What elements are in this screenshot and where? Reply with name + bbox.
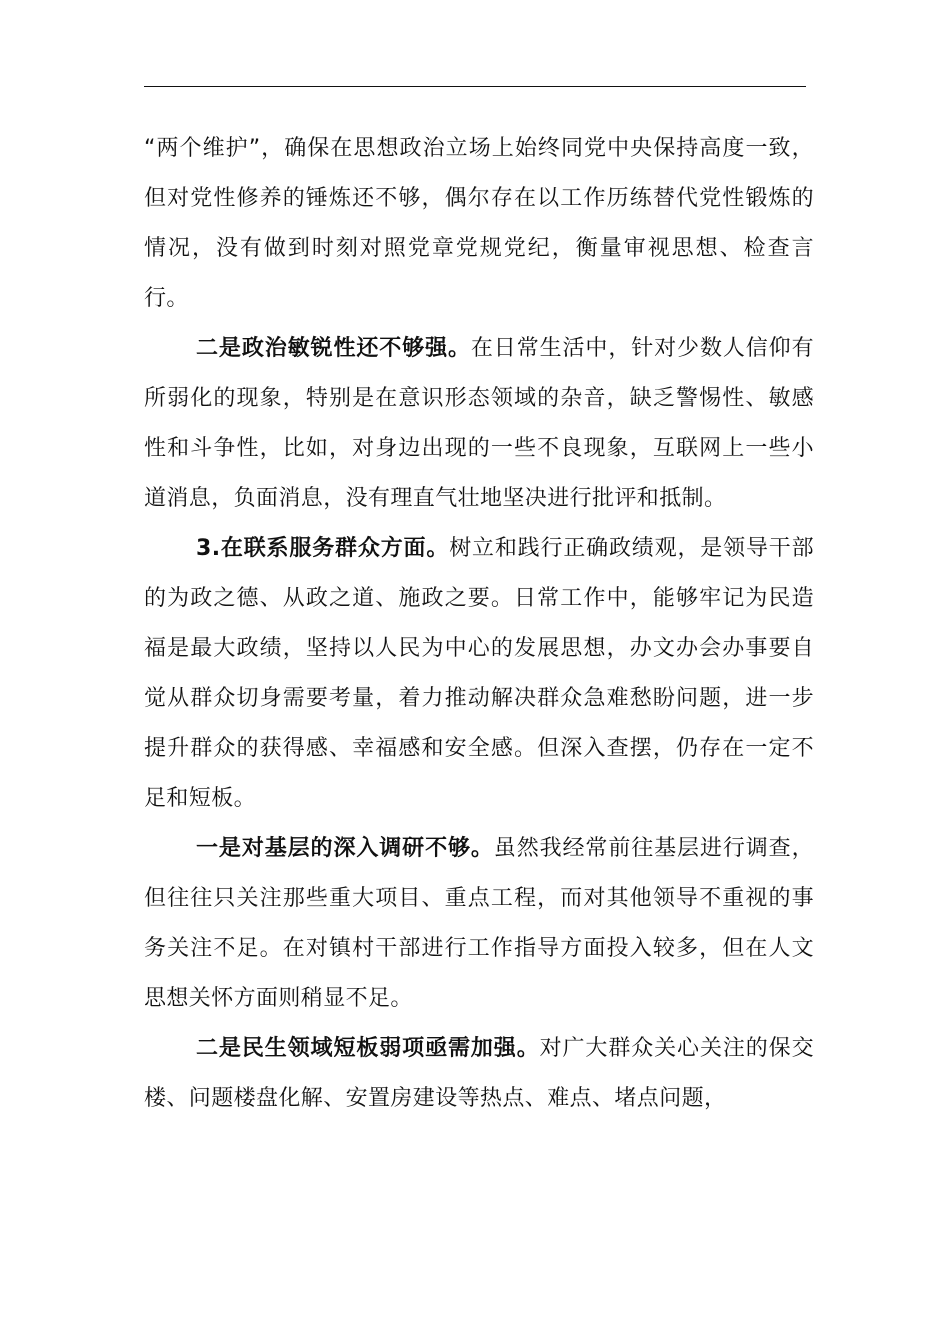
paragraph-2-lead: 二是政治敏锐性还不够强。 [196, 336, 471, 361]
paragraph-3 [144, 524, 814, 824]
paragraph-5-lead: 二是民生领域短板弱项亟需加强。 [196, 1036, 540, 1061]
paragraph-1 [144, 124, 814, 324]
paragraph-4-lead: 一是对基层的深入调研不够。 [196, 836, 494, 861]
header-rule [144, 86, 806, 87]
paragraph-4 [144, 824, 814, 1024]
paragraph-2-text: 在日常生活中，针对少数人信仰有所弱化的现象，特别是在意识形态领域的杂音，缺乏警惕性、敏感性和斗争性，比如，对身边出现的一些不良现象，互联网上一些小道消息，负面消息，没有理直气壮地坚决进行批评和抵制。 [144, 336, 814, 511]
paragraph-3-text: 树立和践行正确政绩观，是领导干部的为政之德、从政之道、施政之要。日常工作中，能够牢记为民造福是最大政绩，坚持以人民为中心的发展思想，办文办会办事要自觉从群众切身需要考量，着力推动解决群众急难愁盼问题，进一步提升群众的获得感、幸福感和安全感。但深入查摆，仍存在一定不足和短板。 [144, 536, 815, 811]
paragraph-5-text: 对广大群众关心关注的保交楼、问题楼盘化解、安置房建设等热点、难点、堵点问题， [144, 1036, 814, 1111]
paragraph-3-lead: 3.在联系服务群众方面。 [196, 536, 450, 561]
document-body [144, 124, 814, 1124]
paragraph-5 [144, 1024, 814, 1124]
paragraph-1-text: “两个维护”，确保在思想政治立场上始终同党中央保持高度一致，但对党性修养的锤炼还不够，偶尔存在以工作历练替代党性锻炼的情况，没有做到时刻对照党章党规党纪，衡量审视思想、检查言行。 [144, 136, 814, 311]
paragraph-4-text: 虽然我经常前往基层进行调查，但往往只关注那些重大项目、重点工程，而对其他领导不重视的事务关注不足。在对镇村干部进行工作指导方面投入较多，但在人文思想关怀方面则稍显不足。 [144, 836, 814, 1011]
paragraph-2 [144, 324, 814, 524]
